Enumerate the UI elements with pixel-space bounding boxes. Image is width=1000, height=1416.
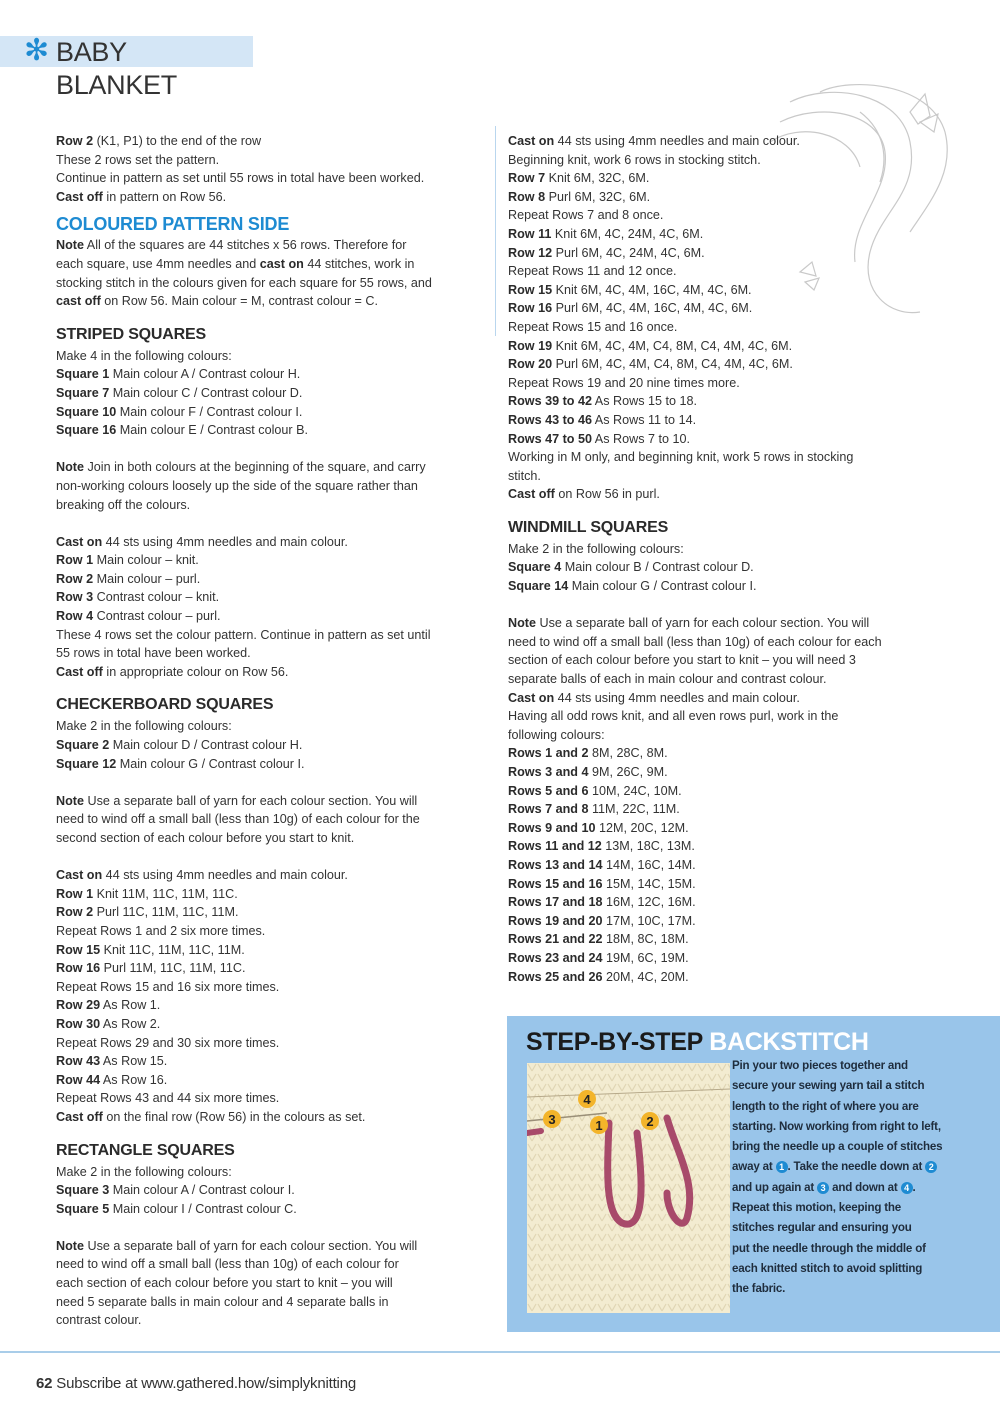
text-line: Row 3 Contrast colour – knit. <box>56 590 220 605</box>
text-line: Rows 15 and 16 15M, 14C, 15M. <box>508 876 696 891</box>
text-line: Cast off on the final row (Row 56) in the colours as set. <box>56 1109 366 1124</box>
text-line: need to wind off a small ball (less than 10g) of each colour for <box>56 1257 399 1272</box>
text-line: Note Use a separate ball of yarn for each colour section. You will <box>56 793 418 808</box>
text-line: Rows 25 and 26 20M, 4C, 20M. <box>508 969 689 984</box>
text-line: Row 15 Knit 6M, 4C, 4M, 16C, 4M, 4C, 6M. <box>508 282 752 297</box>
text-line: Row 4 Contrast colour – purl. <box>56 609 221 624</box>
text-line: Rows 21 and 22 18M, 8C, 18M. <box>508 932 689 947</box>
text-line: Repeat Rows 15 and 16 once. <box>508 319 678 334</box>
text-line: Square 3 Main colour A / Contrast colour I. <box>56 1183 295 1198</box>
step-1-badge: 1 <box>776 1161 788 1173</box>
coloured-note <box>56 236 486 310</box>
box-title-part2: BACKSTITCH <box>709 1028 869 1056</box>
text-line: following colours: <box>508 727 605 742</box>
text-line: Row 1 Knit 11M, 11C, 11M, 11C. <box>56 886 238 901</box>
label-2-text: 2 <box>646 1114 654 1129</box>
text-line: Rows 39 to 42 As Rows 15 to 18. <box>508 394 698 409</box>
text-line: Repeat Rows 7 and 8 once. <box>508 208 664 223</box>
backstitch-box <box>507 1016 1000 1332</box>
text-line: Row 12 Purl 6M, 4C, 24M, 4C, 6M. <box>508 245 705 260</box>
text-line: Rows 9 and 10 12M, 20C, 12M. <box>508 820 689 835</box>
text-line: Square 12 Main colour G / Contrast colour I. <box>56 756 305 771</box>
text-line: and up again at 3 and down at 4 . <box>732 1180 916 1194</box>
text-line: stitches regular and ensuring you <box>732 1221 912 1235</box>
text-line: Rows 1 and 2 8M, 28C, 8M. <box>508 746 668 761</box>
text-line: Rows 11 and 12 13M, 18C, 13M. <box>508 839 695 854</box>
text-line: need to wind off a small ball (less than 10g) of each colour for each <box>508 634 882 649</box>
step-4-badge: 4 <box>901 1182 913 1194</box>
checkerboard-squares-heading: CHECKERBOARD SQUARES <box>56 696 274 714</box>
text-line: the fabric. <box>732 1282 786 1296</box>
windmill-squares-heading: WINDMILL SQUARES <box>508 518 669 536</box>
text-line: Row 2 Purl 11C, 11M, 11C, 11M. <box>56 905 239 920</box>
text-line: Cast on 44 sts using 4mm needles and main colour. <box>56 534 348 549</box>
text-line: Cast off in pattern on Row 56. <box>56 189 227 204</box>
text-line: Square 10 Main colour F / Contrast colour I. <box>56 404 303 419</box>
text-line: put the needle through the middle of <box>732 1241 926 1255</box>
text-line: Row 2 (K1, P1) to the end of the row <box>56 134 262 148</box>
text-line: Rows 7 and 8 11M, 22C, 11M. <box>508 802 680 817</box>
box-title-part1: STEP-BY-STEP <box>526 1028 710 1056</box>
column-divider <box>495 126 496 336</box>
text-line: stitch. <box>508 468 541 483</box>
right-column <box>508 132 938 986</box>
text-line: Cast off in appropriate colour on Row 56. <box>56 664 289 679</box>
rectangle-squares-heading: RECTANGLE SQUARES <box>56 1141 235 1159</box>
text-line: Repeat Rows 1 and 2 six more times. <box>56 923 266 938</box>
checker-list <box>56 717 486 773</box>
text-line: These 4 rows set the colour pattern. Continue in pattern as set until <box>56 627 431 642</box>
text-line: Rows 13 and 14 14M, 16C, 14M. <box>508 857 696 872</box>
left-column <box>56 132 486 1330</box>
text-line: Row 20 Purl 6M, 4C, 4M, C4, 8M, C4, 4M, 4C, 6M. <box>508 357 793 372</box>
text-line: Pin your two pieces together and <box>732 1059 908 1072</box>
text-line: Square 5 Main colour I / Contrast colour C. <box>56 1201 297 1216</box>
text-line: Square 2 Main colour D / Contrast colour H. <box>56 738 303 753</box>
text-line: Row 1 Main colour – knit. <box>56 553 199 568</box>
rect-list <box>56 1163 486 1219</box>
text-line: Cast on 44 sts using 4mm needles and main colour. <box>56 868 348 883</box>
text-line: Square 1 Main colour A / Contrast colour H. <box>56 367 301 382</box>
text-line: Repeat Rows 19 and 20 nine times more. <box>508 375 740 390</box>
text-line: Make 4 in the following colours: <box>56 348 232 363</box>
text-line: Note Use a separate ball of yarn for each colour section. You will <box>56 1238 418 1253</box>
text-line: second section of each colour before you start to knit. <box>56 831 355 845</box>
text-line: stocking stitch in the colours given for each square for 55 rows, and <box>56 275 432 290</box>
text-line: separate balls of each in main colour and contrast colour. <box>508 672 827 687</box>
text-line: Cast on 44 sts using 4mm needles and main colour. <box>508 134 800 148</box>
text-line: Rows 43 to 46 As Rows 11 to 14. <box>508 412 697 427</box>
text-line: Square 4 Main colour B / Contrast colour D. <box>508 560 754 575</box>
box-title <box>526 1026 869 1058</box>
text-line: Square 14 Main colour G / Contrast colour I. <box>508 579 757 594</box>
text-line: Row 15 Knit 11C, 11M, 11C, 11M. <box>56 942 245 957</box>
text-line: These 2 rows set the pattern. <box>56 152 220 167</box>
text-line: cast off on Row 56. Main colour = M, contrast colour = C. <box>56 294 378 309</box>
text-line: Rows 5 and 6 10M, 24C, 10M. <box>508 783 682 798</box>
text-line: Rows 19 and 20 17M, 10C, 17M. <box>508 913 696 928</box>
page-number: 62 <box>36 1375 53 1392</box>
text-line: Repeat this motion, keeping the <box>732 1201 902 1215</box>
text-line: Square 16 Main colour E / Contrast colour B. <box>56 423 308 438</box>
striped-rows <box>56 533 486 682</box>
text-line: Note Use a separate ball of yarn for each colour section. You will <box>508 616 870 631</box>
windmill-list <box>508 540 938 596</box>
page-title: BABY BLANKET <box>56 37 177 100</box>
text-line: secure your sewing yarn tail a stitch <box>732 1079 925 1093</box>
text-line: Row 19 Knit 6M, 4C, 4M, C4, 8M, C4, 4M, 4C, 6M. <box>508 338 793 353</box>
rect-rows <box>508 132 938 504</box>
text-line: contrast colour. <box>56 1313 142 1328</box>
windmill-note <box>508 614 938 986</box>
text-line: Row 11 Knit 6M, 4C, 24M, 4C, 6M. <box>508 226 704 241</box>
text-line: Row 16 Purl 11M, 11C, 11M, 11C. <box>56 961 246 976</box>
text-line: Continue in pattern as set until 55 rows in total have been worked. <box>56 171 425 186</box>
text-line: 55 rows in total have been worked. <box>56 646 251 661</box>
step-2-badge: 2 <box>925 1161 937 1173</box>
text-line: Row 30 As Row 2. <box>56 1016 161 1031</box>
text-line: Rows 3 and 4 9M, 26C, 9M. <box>508 765 668 779</box>
text-line: Row 8 Purl 6M, 32C, 6M. <box>508 189 651 204</box>
backstitch-instructions <box>732 1056 992 1300</box>
checker-note <box>56 792 486 848</box>
text-line: Rows 17 and 18 16M, 12C, 16M. <box>508 895 696 910</box>
text-line: breaking off the colours. <box>56 497 191 512</box>
checker-rows <box>56 866 486 1126</box>
text-line: section of each colour before you start to knit – you will need 3 <box>508 653 856 668</box>
striped-squares-heading: STRIPED SQUARES <box>56 325 206 343</box>
text-line: each section of each colour before you start to knit – you will <box>56 1276 393 1291</box>
asterisk-icon: ✻ <box>24 34 50 67</box>
text-line: length to the right of where you are <box>732 1099 919 1113</box>
label-3-text: 3 <box>548 1112 556 1127</box>
striped-note <box>56 458 486 514</box>
text-line: Row 44 As Row 16. <box>56 1072 168 1087</box>
text-line: starting. Now working from right to left, <box>732 1119 941 1133</box>
step-3-badge: 3 <box>817 1182 829 1194</box>
footer-divider <box>0 1351 1000 1353</box>
text-line: Working in M only, and beginning knit, work 5 rows in stocking <box>508 450 854 465</box>
text-line: Row 2 Main colour – purl. <box>56 571 201 586</box>
text-line: Row 29 As Row 1. <box>56 998 161 1013</box>
rect-note <box>56 1237 486 1330</box>
text-line: Make 2 in the following colours: <box>508 541 684 556</box>
text-line: Having all odd rows knit, and all even rows purl, work in the <box>508 709 839 724</box>
text-line: Row 16 Purl 6M, 4C, 4M, 16C, 4M, 4C, 6M. <box>508 301 753 316</box>
text-line: Repeat Rows 11 and 12 once. <box>508 264 677 279</box>
text-line: Row 43 As Row 15. <box>56 1054 168 1069</box>
text-line: Make 2 in the following colours: <box>56 1164 232 1179</box>
text-line: need to wind off a small ball (less than 10g) of each colour for the <box>56 812 420 827</box>
section-header <box>0 34 253 100</box>
knitted-fabric-illustration <box>527 1063 730 1313</box>
text-line: bring the needle up a couple of stitches <box>732 1140 943 1154</box>
coloured-pattern-heading: COLOURED PATTERN SIDE <box>56 214 290 235</box>
text-line: Rows 23 and 24 19M, 6C, 19M. <box>508 950 689 965</box>
text-line: each square, use 4mm needles and cast on 44 stitches, work in <box>56 256 415 271</box>
intro-block <box>56 132 486 206</box>
text-line: Row 7 Knit 6M, 32C, 6M. <box>508 171 650 186</box>
text-line: Cast off on Row 56 in purl. <box>508 487 660 502</box>
striped-list <box>56 347 486 440</box>
text-line: non-working colours loosely up the side of the square rather than <box>56 478 418 493</box>
text-line: Square 7 Main colour C / Contrast colour D. <box>56 385 303 400</box>
subscribe-text: Subscribe at www.gathered.how/simplyknitting <box>56 1375 356 1392</box>
text-line: need 5 separate balls in main colour and 4 separate balls in <box>56 1294 389 1309</box>
text-line: Note Join in both colours at the beginning of the square, and carry <box>56 460 426 475</box>
text-line: each knitted stitch to avoid splitting <box>732 1261 923 1275</box>
text-line: Beginning knit, work 6 rows in stocking stitch. <box>508 152 761 167</box>
text-line: Rows 47 to 50 As Rows 7 to 10. <box>508 431 691 446</box>
text-line: Repeat Rows 43 and 44 six more times. <box>56 1091 280 1106</box>
text-line: Repeat Rows 15 and 16 six more times. <box>56 979 280 994</box>
text-line: Make 2 in the following colours: <box>56 719 232 734</box>
backstitch-photo <box>527 1063 730 1313</box>
label-1-text: 1 <box>595 1118 603 1133</box>
label-4-text: 4 <box>583 1092 591 1107</box>
text-line: away at 1 . Take the needle down at 2 <box>732 1157 992 1177</box>
text-line: Repeat Rows 29 and 30 six more times. <box>56 1035 280 1050</box>
text-line: Cast on 44 sts using 4mm needles and main colour. <box>508 690 800 705</box>
footer <box>36 1374 356 1394</box>
text-line: Note All of the squares are 44 stitches x 56 rows. Therefore for <box>56 238 407 253</box>
